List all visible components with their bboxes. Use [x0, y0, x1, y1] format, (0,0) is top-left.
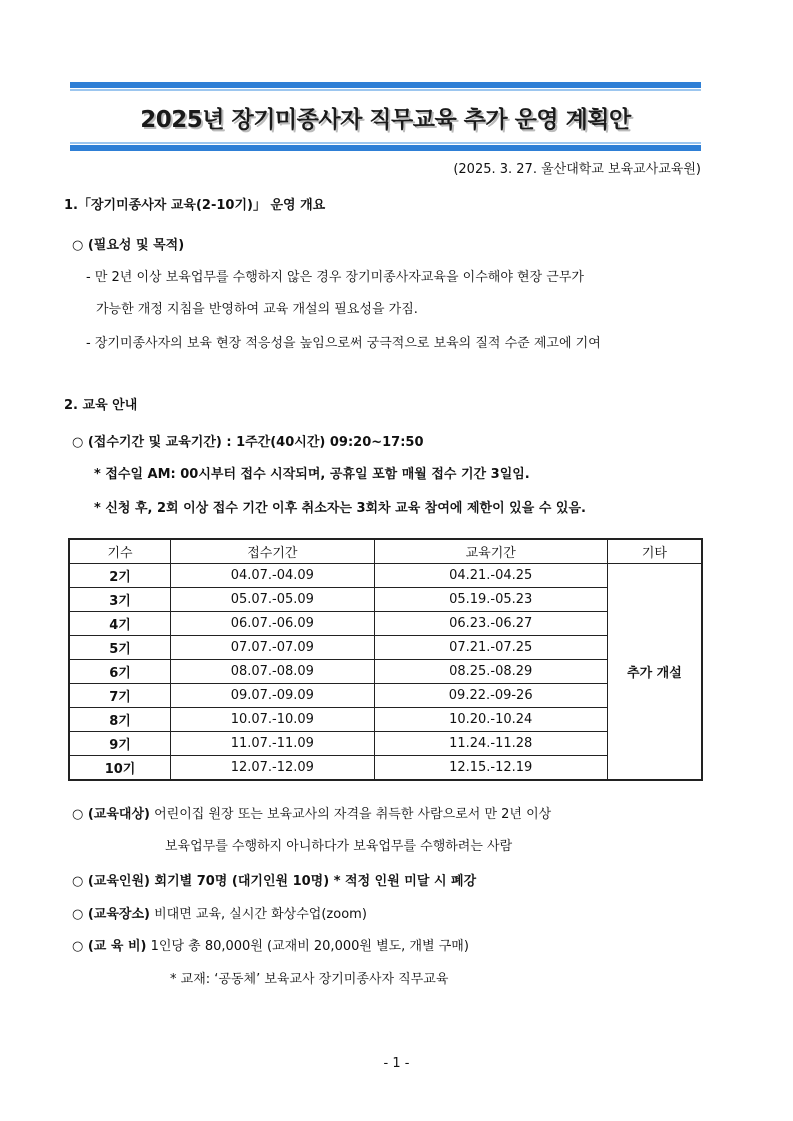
target-text-2: 보육업무를 수행하지 아니하다가 보육업무를 수행하려는 사람 — [165, 839, 513, 854]
cell-apply: 07.07.-07.09 — [171, 636, 374, 660]
fee-text: 1인당 총 80,000원 (교재비 20,000원 별도, 개별 구매) — [150, 939, 469, 954]
cell-edu: 04.21.-04.25 — [374, 564, 607, 588]
title-block — [70, 82, 701, 151]
header-etc: 기타 — [607, 539, 702, 564]
cell-apply: 08.07.-08.09 — [171, 660, 374, 684]
table-row — [69, 564, 702, 588]
place-text: 비대면 교육, 실시간 화상수업(zoom) — [154, 907, 367, 922]
cell-apply: 10.07.-10.09 — [171, 708, 374, 732]
cell-edu: 10.20.-10.24 — [374, 708, 607, 732]
table-row — [69, 588, 702, 612]
cell-gi: 4기 — [69, 612, 171, 636]
cell-gi: 8기 — [69, 708, 171, 732]
cell-gi: 10기 — [69, 756, 171, 781]
title-top-rule — [70, 82, 701, 88]
cell-apply: 11.07.-11.09 — [171, 732, 374, 756]
cell-edu: 06.23.-06.27 — [374, 612, 607, 636]
section2-heading: 2. 교육 안내 — [64, 398, 138, 413]
cell-apply: 06.07.-06.09 — [171, 612, 374, 636]
cell-gi: 6기 — [69, 660, 171, 684]
section1-bullet1-line2: 가능한 개정 지침을 반영하여 교육 개설의 필요성을 가짐. — [96, 302, 418, 317]
place-line — [72, 903, 367, 922]
cell-edu: 11.24.-11.28 — [374, 732, 607, 756]
note-1: * 접수일 AM: 00시부터 접수 시작되며, 공휴일 포함 매월 접수 기간 3일임. — [94, 467, 530, 482]
target-text-1: 어린이집 원장 또는 보육교사의 자격을 취득한 사람으로서 만 2년 이상 — [154, 807, 552, 822]
cell-edu: 08.25.-08.29 — [374, 660, 607, 684]
target-line-1 — [72, 803, 551, 822]
cell-gi: 5기 — [69, 636, 171, 660]
place-label: ○ (교육장소) — [72, 907, 150, 922]
cell-gi: 7기 — [69, 684, 171, 708]
target-label: ○ (교육대상) — [72, 807, 150, 822]
cell-apply: 04.07.-04.09 — [171, 564, 374, 588]
cell-gi: 3기 — [69, 588, 171, 612]
section1-bullet2: - 장기미종사자의 보육 현장 적응성을 높임으로써 궁극적으로 보육의 질적 수준 제고에 기여 — [86, 336, 601, 351]
schedule-table — [68, 538, 703, 781]
table-header-row — [69, 539, 702, 564]
table-row — [69, 660, 702, 684]
cell-gi: 2기 — [69, 564, 171, 588]
cell-extra: 추가 개설 — [607, 564, 702, 781]
section1-bullet1-line1: - 만 2년 이상 보육업무를 수행하지 않은 경우 장기미종사자교육을 이수해야 현장 근무가 — [86, 270, 584, 285]
note-2: * 신청 후, 2회 이상 접수 기간 이후 취소자는 3회차 교육 참여에 제한이 있을 수 있음. — [94, 501, 586, 516]
page-number: - 1 - — [383, 1056, 410, 1071]
section1-heading: 1.「장기미종사자 교육(2-10기)」 운영 개요 — [64, 198, 326, 213]
header-gi: 기수 — [69, 539, 171, 564]
header-edu-period: 교육기간 — [374, 539, 607, 564]
cell-edu: 12.15.-12.19 — [374, 756, 607, 781]
table-row — [69, 636, 702, 660]
title-bottom-rule-thin — [70, 142, 701, 144]
date-line: (2025. 3. 27. 울산대학교 보육교사교육원) — [453, 162, 701, 177]
table-row — [69, 612, 702, 636]
cell-apply: 12.07.-12.09 — [171, 756, 374, 781]
table-row — [69, 708, 702, 732]
fee-label: ○ (교 육 비) — [72, 939, 147, 954]
cell-edu: 09.22.-09-26 — [374, 684, 607, 708]
table-row — [69, 732, 702, 756]
textbook-note: * 교재: ‘공동체’ 보육교사 장기미종사자 직무교육 — [170, 972, 449, 987]
table-row — [69, 684, 702, 708]
cell-gi: 9기 — [69, 732, 171, 756]
cell-apply: 05.07.-05.09 — [171, 588, 374, 612]
title-bottom-rule — [70, 145, 701, 151]
fee-line — [72, 935, 469, 954]
cell-edu: 05.19.-05.23 — [374, 588, 607, 612]
cell-edu: 07.21.-07.25 — [374, 636, 607, 660]
table-row — [69, 756, 702, 781]
header-apply-period: 접수기간 — [171, 539, 374, 564]
section1-subheading: ○ (필요성 및 목적) — [72, 238, 185, 253]
capacity-line: ○ (교육인원) 회기별 70명 (대기인원 10명) * 적정 인원 미달 시 폐강 — [72, 874, 477, 889]
cell-apply: 09.07.-09.09 — [171, 684, 374, 708]
document-title: 2025년 장기미종사자 직무교육 추가 운영 계획안 — [140, 107, 631, 133]
period-line: ○ (접수기간 및 교육기간) : 1주간(40시간) 09:20~17:50 — [72, 435, 424, 450]
